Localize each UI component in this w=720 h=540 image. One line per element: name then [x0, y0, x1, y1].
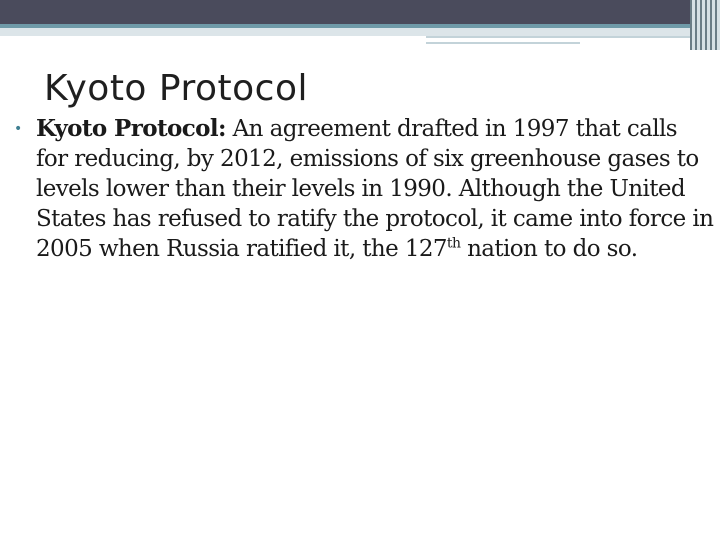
bullet-text: [36, 114, 714, 264]
slide-corner-stripes: [690, 0, 720, 50]
slide-top-bar: [0, 0, 720, 24]
slide-accent-line: [426, 42, 580, 44]
definition-text-end: nation to do so.: [460, 236, 638, 262]
bullet-item: [14, 114, 714, 264]
slide-body: [14, 114, 714, 264]
definition-text: An agreement drafted in 1997 that calls for reducing, by 2012, emissions of six greenhouse gases to levels lower than their levels in 1990. Although the United States has refused to ratify the protocol, it came into force in 2005 when Russia ratified it, the 127: [36, 116, 714, 262]
term-label: Kyoto Protocol:: [36, 115, 226, 142]
slide-accent-line: [426, 36, 720, 38]
slide-title: Kyoto Protocol: [44, 68, 308, 109]
ordinal-suffix: th: [446, 235, 461, 252]
slide-accent-band-dark: [0, 24, 720, 28]
bullet-icon: •: [14, 121, 23, 137]
